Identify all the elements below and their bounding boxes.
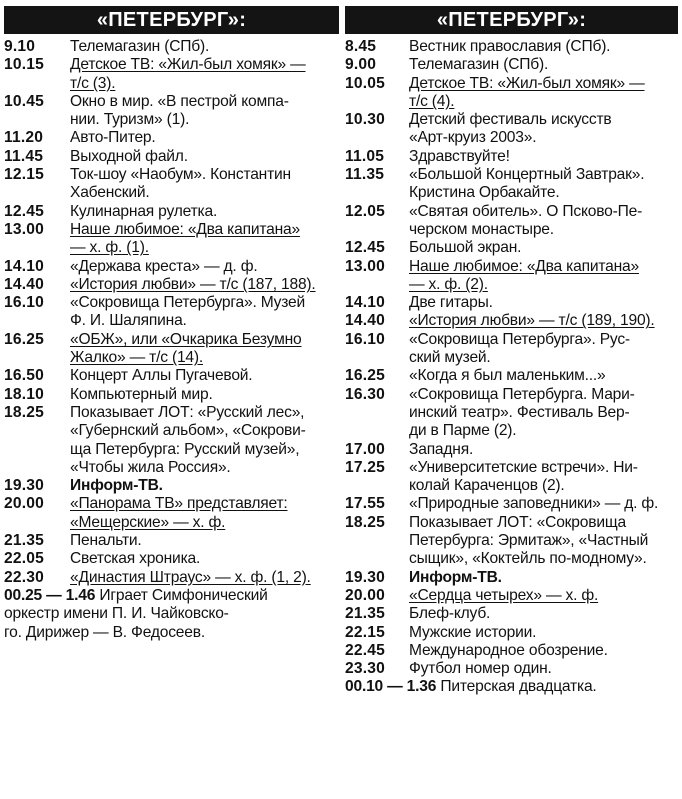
program-row — [4, 294, 339, 331]
program-title: Кулинарная рулетка. — [70, 202, 218, 220]
program-title: Пенальти. — [70, 532, 142, 550]
program-row — [4, 276, 339, 294]
program-title: «Держава креста» — д. ф. — [70, 257, 258, 275]
program-time: 17.00 — [345, 440, 386, 458]
program-time: 9.10 — [4, 38, 36, 55]
program-time: 17.55 — [345, 495, 386, 513]
program-row — [4, 331, 339, 368]
program-time: 8.45 — [345, 38, 377, 55]
program-title: «Сокровища Петербурга». Музей Ф. И. Шаляпина. — [70, 294, 306, 330]
program-title: Вестник православия (СПб). — [409, 38, 611, 55]
program-title: «Сокровища Петербурга». Рус- ский музей. — [409, 330, 630, 367]
program-time: 10.45 — [4, 92, 45, 110]
program-title: Две гитары. — [409, 294, 493, 312]
program-title: Информ-ТВ. — [409, 568, 502, 586]
program-row — [345, 624, 678, 642]
program-time: 17.25 — [345, 458, 386, 476]
program-title: Играет Симфонический оркестр имени П. И. Чайковско- го. Дирижер — В. Федосеев. — [4, 586, 268, 641]
program-time: 21.35 — [345, 605, 386, 623]
program-title: Международное обозрение. — [409, 641, 608, 659]
program-row — [345, 56, 678, 74]
program-row — [345, 587, 678, 605]
program-row — [345, 75, 678, 112]
program-title: Западня. — [409, 440, 474, 458]
program-row — [4, 148, 339, 166]
program-time: 16.30 — [345, 385, 386, 403]
program-time: 21.35 — [4, 532, 45, 550]
program-title: «Династия Штраус» — х. ф. (1, 2). — [70, 568, 311, 586]
program-time: 22.45 — [345, 641, 386, 659]
program-title: Концерт Аллы Пугачевой. — [70, 367, 253, 385]
program-row — [345, 203, 678, 240]
program-row — [345, 678, 678, 696]
program-title: Телемагазин (СПб). — [70, 38, 210, 55]
program-time: 16.50 — [4, 367, 45, 385]
program-title: Мужские истории. — [409, 623, 537, 641]
program-time: 10.05 — [345, 74, 386, 92]
program-title: «Университетские встречи». Ни- колай Караченцов (2). — [409, 458, 638, 495]
program-time: 12.15 — [4, 166, 45, 184]
program-title: Информ-ТВ. — [70, 477, 163, 495]
program-title: Футбол номер один. — [409, 660, 552, 678]
program-row — [4, 38, 339, 56]
program-title: Показывает ЛОТ: «Сокровища Петербурга: Эрмитаж», «Частный сыщик», «Коктейль по-модному». — [409, 513, 649, 568]
program-time: 20.00 — [4, 495, 45, 513]
program-time: 14.40 — [345, 312, 386, 330]
program-row — [345, 459, 678, 496]
program-time-range: 00.25 — 1.46 — [4, 586, 96, 604]
program-row — [345, 312, 678, 330]
program-time: 11.05 — [345, 147, 385, 165]
program-row — [345, 148, 678, 166]
program-title: Детский фестиваль искусств «Арт-круиз 2003». — [409, 111, 612, 147]
program-title: «Сердца четырех» — х. ф. — [409, 586, 599, 604]
program-title: Показывает ЛОТ: «Русский лес», «Губернский альбом», «Сокрови- ща Петербурга: Русский музей», «Чтобы жила Россия». — [70, 403, 306, 476]
program-time: 10.30 — [345, 111, 386, 129]
program-time: 11.45 — [4, 147, 44, 165]
program-row — [4, 258, 339, 276]
program-row — [4, 203, 339, 221]
program-row — [4, 587, 339, 642]
program-row — [345, 258, 678, 295]
program-row — [4, 129, 339, 147]
program-time: 22.05 — [4, 550, 45, 568]
program-row — [345, 642, 678, 660]
program-row — [4, 477, 339, 495]
program-title: Авто-Питер. — [70, 129, 156, 147]
program-row — [4, 56, 339, 93]
program-title: Детское ТВ: «Жил-был хомяк» — т/с (4). — [409, 74, 645, 110]
program-row — [345, 38, 678, 56]
program-row — [4, 495, 339, 532]
program-list — [4, 38, 339, 642]
program-time: 19.30 — [4, 477, 45, 495]
program-title: Детское ТВ: «Жил-был хомяк» — т/с (3). — [70, 56, 306, 92]
program-title: «Святая обитель». О Псково-Пе- черском монастыре. — [409, 202, 643, 238]
program-time: 13.00 — [345, 257, 386, 275]
program-time: 16.25 — [345, 367, 386, 385]
program-time: 12.45 — [4, 202, 45, 220]
program-title: Компьютерный мир. — [70, 385, 213, 403]
program-time: 18.25 — [4, 403, 45, 421]
program-title: «История любви» — т/с (187, 188). — [70, 275, 316, 293]
program-list — [345, 38, 678, 697]
program-row — [345, 166, 678, 203]
program-time: 14.40 — [4, 275, 45, 293]
program-time: 16.25 — [4, 330, 45, 348]
program-title: Светская хроника. — [70, 550, 201, 568]
program-row — [345, 441, 678, 459]
program-time: 20.00 — [345, 586, 386, 604]
program-title: «Большой Концертный Завтрак». Кристина Орбакайте. — [409, 166, 645, 202]
program-time: 11.35 — [345, 166, 385, 184]
program-title: «Когда я был маленьким...» — [409, 367, 606, 385]
program-row — [345, 111, 678, 148]
program-time: 12.45 — [345, 239, 386, 257]
program-title: «Сокровища Петербурга. Мари- инский театр». Фестиваль Вер- ди в Парме (2). — [409, 385, 635, 440]
program-row — [4, 404, 339, 477]
program-row — [345, 569, 678, 587]
program-time: 14.10 — [345, 294, 386, 312]
program-time: 22.15 — [345, 623, 386, 641]
program-time: 18.10 — [4, 385, 45, 403]
program-title: «История любви» — т/с (189, 190). — [409, 312, 655, 330]
program-row — [345, 660, 678, 678]
program-time: 22.30 — [4, 568, 45, 586]
program-time: 23.30 — [345, 660, 386, 678]
schedule-column-right — [345, 6, 678, 697]
program-time: 19.30 — [345, 568, 386, 586]
program-row — [4, 532, 339, 550]
program-row — [4, 569, 339, 587]
program-entry — [345, 678, 678, 696]
program-title: Окно в мир. «В пестрой компа- нии. Туризм» (1). — [70, 92, 289, 129]
program-row — [4, 166, 339, 203]
program-time: 18.25 — [345, 513, 386, 531]
program-title: Телемагазин (СПб). — [409, 56, 549, 74]
program-row — [4, 221, 339, 258]
program-time: 12.05 — [345, 202, 386, 220]
program-title: Блеф-клуб. — [409, 605, 491, 623]
program-time-range: 00.10 — 1.36 — [345, 678, 437, 696]
program-row — [345, 367, 678, 385]
program-row — [345, 386, 678, 441]
program-title: «Панорама ТВ» представляет: «Мещерские» — х. ф. — [70, 495, 288, 531]
program-time: 9.00 — [345, 56, 377, 74]
channel-header: «ПЕТЕРБУРГ»: — [4, 6, 339, 34]
program-title: Питерская двадцатка. — [440, 678, 597, 696]
program-time: 16.10 — [4, 294, 45, 312]
program-title: Наше любимое: «Два капитана» — х. ф. (2). — [409, 257, 639, 293]
schedule-column-left — [4, 6, 339, 642]
program-title: Большой экран. — [409, 239, 522, 257]
program-title: Выходной файл. — [70, 147, 188, 165]
program-row — [4, 550, 339, 568]
program-time: 10.15 — [4, 56, 45, 74]
program-time: 14.10 — [4, 257, 45, 275]
program-row — [4, 93, 339, 130]
program-row — [345, 294, 678, 312]
program-row — [345, 514, 678, 569]
program-time: 16.10 — [345, 330, 386, 348]
program-title: «Природные заповедники» — д. ф. — [409, 495, 659, 513]
program-time: 11.20 — [4, 129, 44, 147]
program-row — [4, 367, 339, 385]
program-time: 13.00 — [4, 220, 45, 238]
program-row — [345, 605, 678, 623]
program-title: Наше любимое: «Два капитана» — х. ф. (1). — [70, 220, 300, 257]
channel-header: «ПЕТЕРБУРГ»: — [345, 6, 678, 34]
program-row — [345, 331, 678, 368]
program-title: «ОБЖ», или «Очкарика Безумно Жалко» — т/с (14). — [70, 330, 302, 367]
program-row — [4, 386, 339, 404]
program-row — [345, 495, 678, 513]
program-entry — [4, 587, 339, 642]
program-row — [345, 239, 678, 257]
program-title: Ток-шоу «Наобум». Константин Хабенский. — [70, 166, 291, 202]
program-title: Здравствуйте! — [409, 147, 510, 165]
